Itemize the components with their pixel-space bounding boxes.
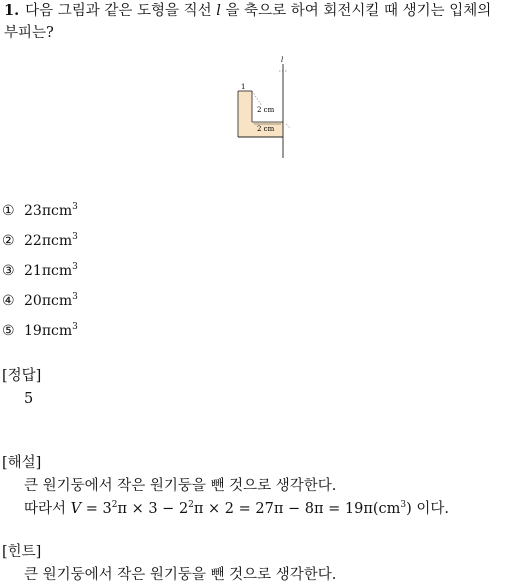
option-marker: ③ bbox=[2, 263, 15, 279]
answer-label: [정답] bbox=[2, 368, 42, 384]
label-width: 2 cm bbox=[257, 125, 275, 133]
hint-label: [힌트] bbox=[2, 544, 42, 560]
explanation-line-1: 큰 원기둥에서 작은 원기둥을 뺀 것으로 생각한다. bbox=[24, 478, 337, 494]
volume-variable: V bbox=[70, 501, 82, 517]
explanation-line-2: 따라서 $V = 3^2\pi \times 3 - 2^2\pi \times 2 = 27\pi - 8\pi = 19\pi(cm^3)$ 이다. bbox=[24, 500, 450, 517]
option-3[interactable]: ③ 21πcm$^3$ bbox=[2, 262, 78, 279]
axis-label: l bbox=[281, 56, 284, 64]
option-5[interactable]: ⑤ 19πcm$^3$ bbox=[2, 322, 78, 339]
question-number: 1. bbox=[4, 2, 20, 19]
shape-fill-tall bbox=[238, 91, 252, 137]
rotation-figure bbox=[230, 52, 300, 162]
answer-value: 5 bbox=[24, 391, 34, 407]
option-2[interactable]: ② 22πcm$^3$ bbox=[2, 232, 78, 249]
hint-line-1: 큰 원기둥에서 작은 원기둥을 뺀 것으로 생각한다. bbox=[24, 567, 337, 583]
option-marker: ⑤ bbox=[2, 323, 15, 339]
dim-dash-diagonal bbox=[252, 91, 262, 106]
question-line-1: 1. 다음 그림과 같은 도형을 직선 l 을 축으로 하여 회전시킬 때 생기는 입체의 bbox=[4, 2, 492, 19]
explanation-label: [해설] bbox=[2, 455, 42, 471]
option-marker: ② bbox=[2, 233, 15, 249]
option-marker: ④ bbox=[2, 293, 15, 309]
question-line-2: 부피는? bbox=[4, 25, 54, 41]
label-small-height: 1 bbox=[241, 83, 246, 91]
option-4[interactable]: ④ 20πcm$^3$ bbox=[2, 292, 78, 309]
dim-dash-right bbox=[286, 124, 290, 128]
option-marker: ① bbox=[2, 203, 15, 219]
label-height: 2 cm bbox=[257, 106, 275, 114]
option-1[interactable]: ① 23πcm$^3$ bbox=[2, 202, 78, 219]
line-variable: l bbox=[216, 3, 221, 19]
